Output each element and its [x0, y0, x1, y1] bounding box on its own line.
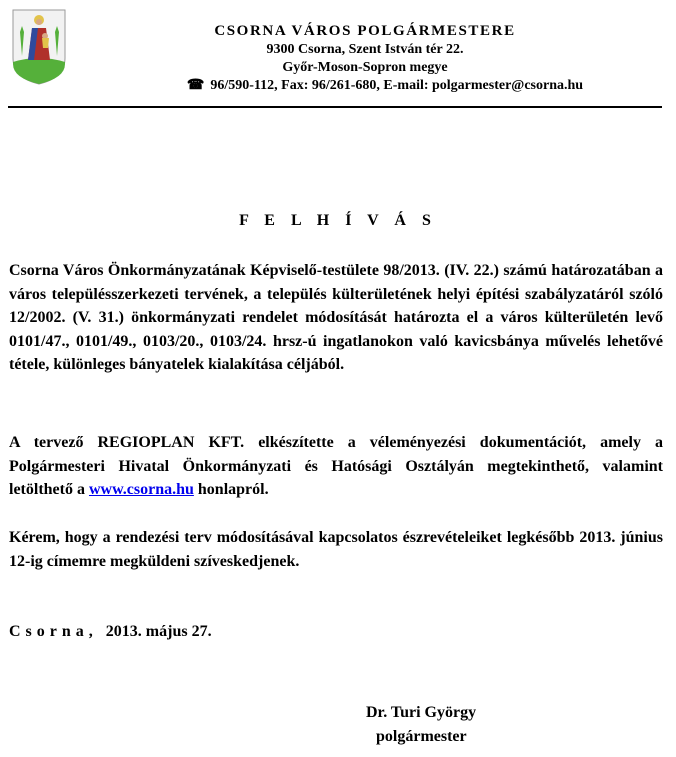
letterhead: [70, 22, 660, 95]
signature-block: [366, 701, 476, 749]
signature-title: polgármester: [376, 728, 467, 745]
office-title: CSORNA VÁROS POLGÁRMESTERE: [214, 23, 516, 39]
dateline: [9, 623, 212, 641]
paragraph-request: Kérem, hogy a rendezési terv módosításával kapcsolatos észrevételeiket legkésőbb 2013. június 12-ig címemre megküldeni szíveskedjenek.: [9, 529, 663, 570]
date-place: Csorna,: [9, 623, 98, 640]
date-value: 2013. május 27.: [105, 623, 212, 640]
header-divider: [8, 106, 662, 108]
website-link[interactable]: www.csorna.hu: [88, 481, 194, 498]
contact-text: 96/590-112, Fax: 96/261-680, E-mail: polgarmester@csorna.hu: [210, 78, 584, 93]
signature-name: Dr. Turi György: [366, 704, 477, 721]
coat-of-arms-icon: [8, 6, 70, 86]
phone-icon: ☎: [186, 78, 205, 93]
office-county: Győr-Moson-Sopron megye: [282, 60, 448, 75]
document-heading: F E L H Í V Á S: [239, 212, 437, 229]
office-address: 9300 Csorna, Szent István tér 22.: [266, 42, 464, 57]
paragraph-decision: Csorna Város Önkormányzatának Képviselő-testülete 98/2013. (IV. 22.) számú határozatában a város településszerkezeti tervének, a település külterületének helyi építési szabályzatáról szóló 12/2002. (V. 31.) önkormányzati rendelet módosítását határozta el a város külterületén levő 0101/47., 0101/49., 0103/20., 0103/24. hrsz-ú ingatlanokon való kavicsbánya művelés lehetővé tétele, különleges bányatelek kialakítása céljából.: [9, 262, 663, 373]
paragraph-documentation-text: A tervező REGIOPLAN KFT. elkészítette a véleményezési dokumentációt, amely a Polgármesteri Hivatal Önkormányzati és Hatósági Osztályán megtekinthető, valamint letölthető a: [9, 434, 663, 498]
paragraph-documentation: [9, 431, 663, 502]
office-contact: [70, 77, 660, 95]
paragraph-documentation-tail: honlapról.: [193, 481, 269, 498]
